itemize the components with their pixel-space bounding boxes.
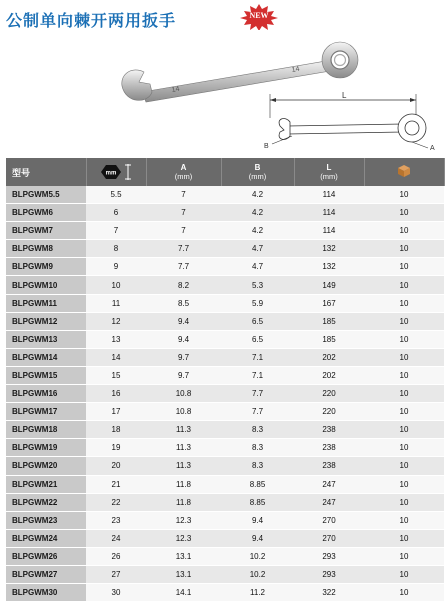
cell-l: 247 <box>294 475 364 493</box>
spec-table <box>6 158 445 602</box>
cell-l: 220 <box>294 403 364 421</box>
cell-a: 10.8 <box>146 385 221 403</box>
cell-size: 14 <box>86 348 146 366</box>
cell-size: 30 <box>86 584 146 602</box>
header-a: A (mm) <box>146 158 221 186</box>
cell-a: 11.3 <box>146 421 221 439</box>
cell-qty: 10 <box>364 584 444 602</box>
cell-l: 247 <box>294 493 364 511</box>
cell-qty: 10 <box>364 457 444 475</box>
cell-qty: 10 <box>364 366 444 384</box>
hex-nut-icon <box>101 165 121 179</box>
cell-b: 9.4 <box>221 529 294 547</box>
cell-qty: 10 <box>364 439 444 457</box>
cell-l: 322 <box>294 584 364 602</box>
cell-size: 26 <box>86 547 146 565</box>
cell-model: BLPGWM19 <box>6 439 86 457</box>
cell-b: 9.4 <box>221 511 294 529</box>
cell-model: BLPGWM13 <box>6 330 86 348</box>
cell-size: 21 <box>86 475 146 493</box>
box-icon <box>397 164 411 178</box>
table-row <box>6 529 444 547</box>
cell-model: BLPGWM20 <box>6 457 86 475</box>
cell-qty: 10 <box>364 385 444 403</box>
cell-b: 8.85 <box>221 475 294 493</box>
cell-b: 5.3 <box>221 276 294 294</box>
cell-model: BLPGWM30 <box>6 584 86 602</box>
cell-a: 7.7 <box>146 258 221 276</box>
cell-qty: 10 <box>364 186 444 204</box>
cell-l: 293 <box>294 565 364 583</box>
cell-a: 12.3 <box>146 511 221 529</box>
a-label: A <box>430 145 435 152</box>
cell-b: 7.1 <box>221 366 294 384</box>
table-row <box>6 204 444 222</box>
page-title: 公制单向棘开两用扳手 <box>6 11 177 30</box>
cell-b: 10.2 <box>221 547 294 565</box>
table-row <box>6 276 444 294</box>
cell-l: 238 <box>294 439 364 457</box>
b-label: B <box>264 143 269 150</box>
cell-size: 7 <box>86 222 146 240</box>
cell-model: BLPGWM16 <box>6 385 86 403</box>
cell-a: 13.1 <box>146 565 221 583</box>
table-row <box>6 547 444 565</box>
cell-size: 8 <box>86 240 146 258</box>
cell-l: 185 <box>294 312 364 330</box>
table-row <box>6 294 444 312</box>
header-b: B (mm) <box>221 158 294 186</box>
cell-model: BLPGWM5.5 <box>6 186 86 204</box>
cell-size: 12 <box>86 312 146 330</box>
cell-model: BLPGWM7 <box>6 222 86 240</box>
table-row <box>6 403 444 421</box>
cell-model: BLPGWM6 <box>6 204 86 222</box>
header-size <box>86 158 146 186</box>
cell-qty: 10 <box>364 348 444 366</box>
cell-size: 6 <box>86 204 146 222</box>
cell-b: 7.7 <box>221 385 294 403</box>
cell-model: BLPGWM8 <box>6 240 86 258</box>
cell-size: 27 <box>86 565 146 583</box>
cell-model: BLPGWM9 <box>6 258 86 276</box>
cell-qty: 10 <box>364 204 444 222</box>
cell-a: 14.1 <box>146 584 221 602</box>
cell-size: 18 <box>86 421 146 439</box>
cell-b: 7.1 <box>221 348 294 366</box>
cell-b: 8.3 <box>221 421 294 439</box>
cell-l: 114 <box>294 186 364 204</box>
cell-a: 9.7 <box>146 348 221 366</box>
cell-size: 11 <box>86 294 146 312</box>
cell-size: 5.5 <box>86 186 146 204</box>
table-row <box>6 439 444 457</box>
cell-a: 9.7 <box>146 366 221 384</box>
table-header-row <box>6 158 444 186</box>
table-row <box>6 493 444 511</box>
table-row <box>6 348 444 366</box>
cell-a: 9.4 <box>146 330 221 348</box>
cell-a: 7.7 <box>146 240 221 258</box>
cell-qty: 10 <box>364 547 444 565</box>
table-row <box>6 240 444 258</box>
table-row <box>6 475 444 493</box>
cell-a: 7 <box>146 222 221 240</box>
table-row <box>6 457 444 475</box>
badge-label: NEW <box>249 11 269 20</box>
cell-a: 10.8 <box>146 403 221 421</box>
header-model: 型号 <box>6 158 86 186</box>
cell-model: BLPGWM12 <box>6 312 86 330</box>
cell-model: BLPGWM17 <box>6 403 86 421</box>
cell-size: 13 <box>86 330 146 348</box>
cell-l: 132 <box>294 240 364 258</box>
cell-qty: 10 <box>364 475 444 493</box>
dimension-diagram <box>262 92 442 154</box>
cell-model: BLPGWM10 <box>6 276 86 294</box>
cell-a: 11.8 <box>146 493 221 511</box>
cell-size: 9 <box>86 258 146 276</box>
cell-a: 11.3 <box>146 439 221 457</box>
cell-b: 4.2 <box>221 186 294 204</box>
cell-b: 7.7 <box>221 403 294 421</box>
cell-b: 8.3 <box>221 439 294 457</box>
cell-model: BLPGWM27 <box>6 565 86 583</box>
cell-l: 270 <box>294 529 364 547</box>
ring-size-mark: 14 <box>291 65 301 74</box>
cell-qty: 10 <box>364 565 444 583</box>
cell-model: BLPGWM23 <box>6 511 86 529</box>
cell-l: 132 <box>294 258 364 276</box>
table-row <box>6 330 444 348</box>
cell-b: 4.7 <box>221 240 294 258</box>
cell-qty: 10 <box>364 294 444 312</box>
cell-b: 8.85 <box>221 493 294 511</box>
header-qty <box>364 158 444 186</box>
cell-a: 9.4 <box>146 312 221 330</box>
cell-b: 6.5 <box>221 312 294 330</box>
cell-l: 202 <box>294 348 364 366</box>
table-row <box>6 584 444 602</box>
cell-l: 220 <box>294 385 364 403</box>
new-badge <box>240 4 278 30</box>
cell-qty: 10 <box>364 403 444 421</box>
cell-l: 238 <box>294 457 364 475</box>
cell-qty: 10 <box>364 493 444 511</box>
cell-model: BLPGWM14 <box>6 348 86 366</box>
table-row <box>6 258 444 276</box>
cell-l: 114 <box>294 204 364 222</box>
cell-l: 293 <box>294 547 364 565</box>
header-l: L (mm) <box>294 158 364 186</box>
cell-a: 8.2 <box>146 276 221 294</box>
cell-size: 15 <box>86 366 146 384</box>
cell-size: 20 <box>86 457 146 475</box>
cell-l: 149 <box>294 276 364 294</box>
cell-b: 10.2 <box>221 565 294 583</box>
cell-l: 238 <box>294 421 364 439</box>
length-label: L <box>342 92 347 100</box>
table-row <box>6 511 444 529</box>
cell-b: 11.2 <box>221 584 294 602</box>
cell-l: 270 <box>294 511 364 529</box>
cell-b: 4.2 <box>221 204 294 222</box>
svg-text:mm: mm <box>105 170 117 176</box>
cell-b: 4.2 <box>221 222 294 240</box>
cell-a: 7 <box>146 204 221 222</box>
open-size-mark: 14 <box>171 85 181 94</box>
cell-a: 12.3 <box>146 529 221 547</box>
table-row <box>6 366 444 384</box>
cell-qty: 10 <box>364 421 444 439</box>
cell-size: 17 <box>86 403 146 421</box>
cell-l: 114 <box>294 222 364 240</box>
cell-qty: 10 <box>364 312 444 330</box>
cell-qty: 10 <box>364 529 444 547</box>
cell-a: 8.5 <box>146 294 221 312</box>
cell-qty: 10 <box>364 258 444 276</box>
table-row <box>6 421 444 439</box>
cell-model: BLPGWM21 <box>6 475 86 493</box>
cell-qty: 10 <box>364 511 444 529</box>
cell-size: 10 <box>86 276 146 294</box>
cell-qty: 10 <box>364 240 444 258</box>
cell-size: 23 <box>86 511 146 529</box>
table-row <box>6 385 444 403</box>
cell-b: 8.3 <box>221 457 294 475</box>
table-row <box>6 312 444 330</box>
cell-model: BLPGWM15 <box>6 366 86 384</box>
cell-size: 16 <box>86 385 146 403</box>
cell-qty: 10 <box>364 222 444 240</box>
cell-size: 19 <box>86 439 146 457</box>
table-row <box>6 565 444 583</box>
cell-a: 11.8 <box>146 475 221 493</box>
height-arrow-icon <box>125 164 131 180</box>
cell-b: 5.9 <box>221 294 294 312</box>
cell-l: 202 <box>294 366 364 384</box>
cell-l: 167 <box>294 294 364 312</box>
cell-qty: 10 <box>364 330 444 348</box>
cell-a: 13.1 <box>146 547 221 565</box>
cell-model: BLPGWM26 <box>6 547 86 565</box>
cell-qty: 10 <box>364 276 444 294</box>
cell-model: BLPGWM24 <box>6 529 86 547</box>
cell-model: BLPGWM22 <box>6 493 86 511</box>
cell-a: 7 <box>146 186 221 204</box>
table-row <box>6 222 444 240</box>
cell-model: BLPGWM11 <box>6 294 86 312</box>
cell-b: 6.5 <box>221 330 294 348</box>
cell-l: 185 <box>294 330 364 348</box>
cell-b: 4.7 <box>221 258 294 276</box>
cell-size: 22 <box>86 493 146 511</box>
cell-size: 24 <box>86 529 146 547</box>
table-row <box>6 186 444 204</box>
cell-model: BLPGWM18 <box>6 421 86 439</box>
cell-a: 11.3 <box>146 457 221 475</box>
